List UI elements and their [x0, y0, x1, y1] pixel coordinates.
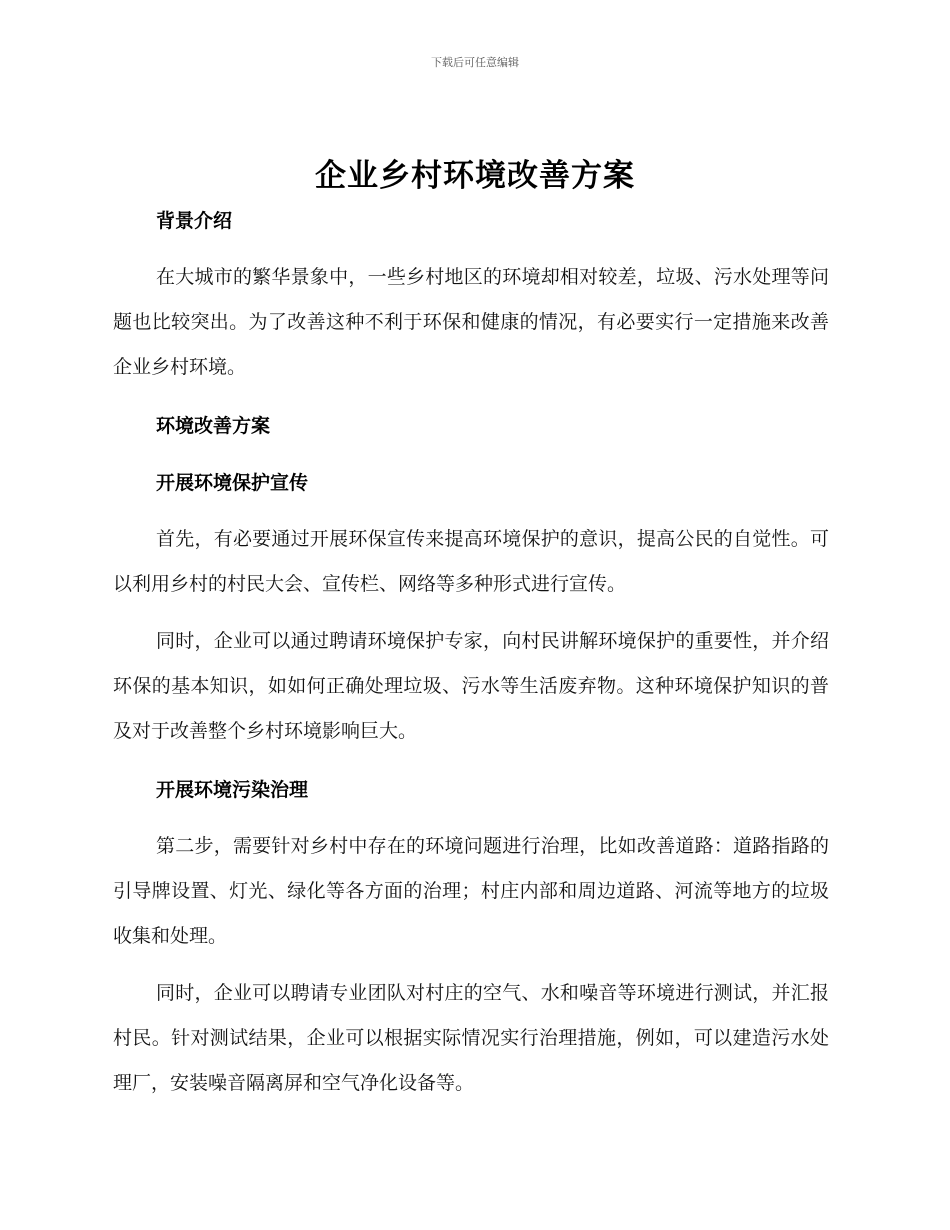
paragraph-treatment-1: 第二步，需要针对乡村中存在的环境问题进行治理，比如改善道路：道路指路的引导牌设置、灯光、绿化等各方面的治理；村庄内部和周边道路、河流等地方的垃圾收集和处理。	[113, 835, 829, 947]
paragraph-treatment-2: 同时，企业可以聘请专业团队对村庄的空气、水和噪音等环境进行测试，并汇报村民。针对测试结果，企业可以根据实际情况实行治理措施，例如，可以建造污水处理厂，安装噪音隔离屏和空气净化设备等。	[113, 982, 829, 1094]
section-heading-plan: 环境改善方案	[156, 415, 271, 437]
paragraph-background: 在大城市的繁华景象中，一些乡村地区的环境却相对较差，垃圾、污水处理等问题也比较突出。为了改善这种不利于环保和健康的情况，有必要实行一定措施来改善企业乡村环境。	[113, 266, 829, 378]
section-heading-background: 背景介绍	[156, 210, 233, 232]
header-note: 下载后可任意编辑	[431, 56, 519, 69]
document-body	[113, 205, 829, 1106]
document-title: 企业乡村环境改善方案	[315, 158, 635, 194]
section-heading-treatment: 开展环境污染治理	[156, 779, 309, 801]
paragraph-promotion-1: 首先，有必要通过开展环保宣传来提高环境保护的意识，提高公民的自觉性。可以利用乡村的村民大会、宣传栏、网络等多种形式进行宣传。	[113, 528, 829, 595]
paragraph-promotion-2: 同时，企业可以通过聘请环境保护专家，向村民讲解环境保护的重要性，并介绍环保的基本知识，如如何正确处理垃圾、污水等生活废弃物。这种环境保护知识的普及对于改善整个乡村环境影响巨大。	[113, 630, 829, 742]
section-heading-promotion: 开展环境保护宣传	[156, 472, 309, 494]
